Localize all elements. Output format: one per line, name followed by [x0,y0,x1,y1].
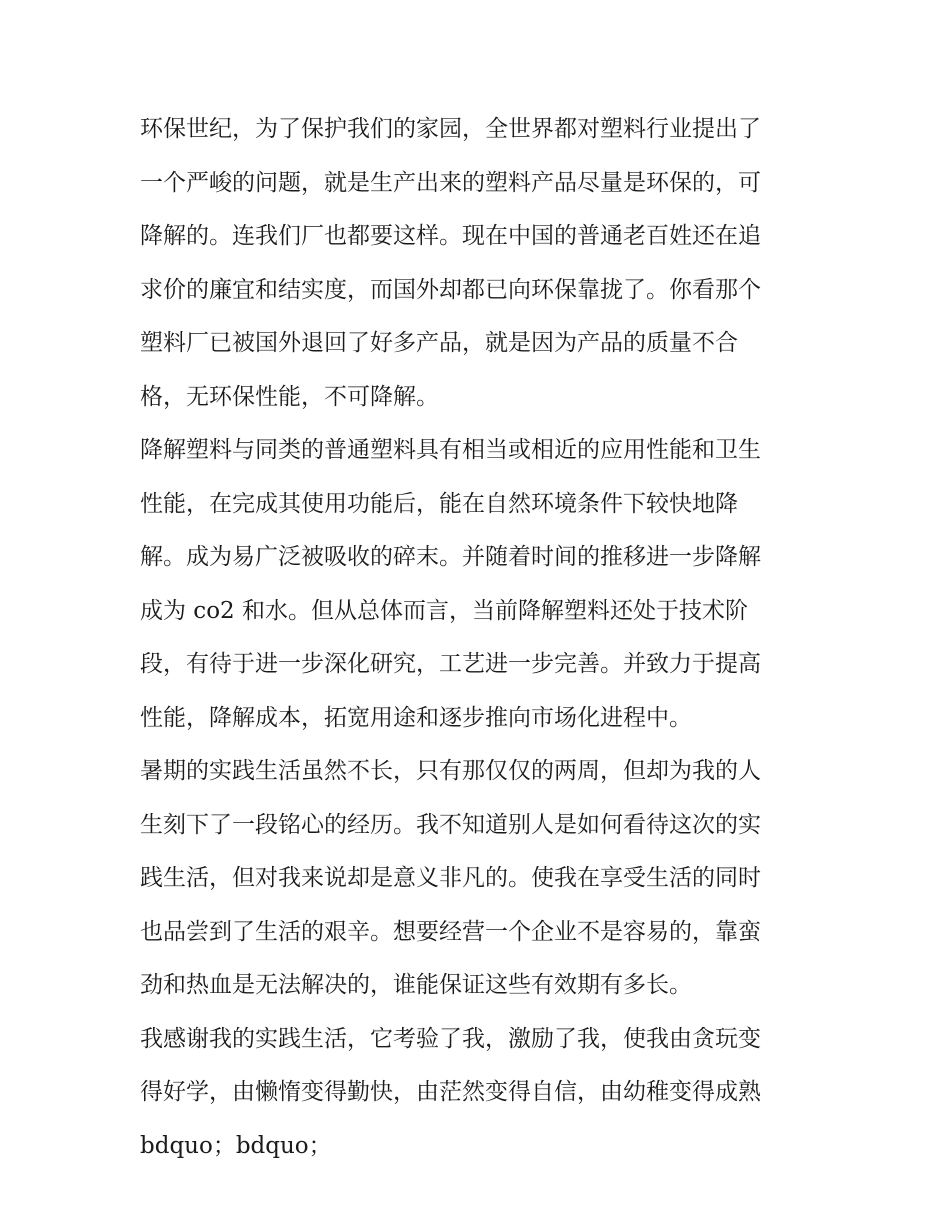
text-line: 性能，在完成其使用功能后，能在自然环境条件下较快地降 [140,490,738,517]
paragraph-gratitude [140,1013,820,1174]
text-line: 性能，降解成本，拓宽用途和逐步推向市场化进程中。 [140,704,692,731]
text-line: 生刻下了一段铭心的经历。我不知道别人是如何看待这次的实 [140,811,761,838]
document-body [140,103,820,1173]
text-line: 成为 co2 和水。但从总体而言，当前降解塑料还处于技术阶 [140,597,748,624]
text-line: 降解塑料与同类的普通塑料具有相当或相近的应用性能和卫生 [140,437,761,463]
text-line: 塑料厂已被国外退回了好多产品，就是因为产品的质量不合 [140,330,738,356]
text-line: 格，无环保性能，不可降解。 [140,383,439,410]
text-line: 段，有待于进一步深化研究，工艺进一步完善。并致力于提高 [140,651,761,677]
text-line: bdquo；bdquo； [140,1132,332,1159]
text-line: 我感谢我的实践生活，它考验了我，激励了我，使我由贪玩变 [140,1025,761,1052]
text-line: 得好学，由懒惰变得勤快，由茫然变得自信，由幼稚变得成熟 [140,1079,761,1105]
paragraph-environmental-century [140,103,820,424]
text-line: 求价的廉宜和结实度，而国外却都已向环保靠拢了。你看那个 [140,276,761,303]
text-line: 也品尝到了生活的艰辛。想要经营一个企业不是容易的，靠蛮 [140,918,761,945]
paragraph-degradable-plastics [140,424,820,745]
text-line: 践生活，但对我来说却是意义非凡的。使我在享受生活的同时 [140,865,761,891]
text-line: 劲和热血是无法解决的，谁能保证这些有效期有多长。 [140,972,692,998]
text-line: 解。成为易广泛被吸收的碎末。并随着时间的推移进一步降解 [140,544,761,570]
text-line: 一个严峻的问题，就是生产出来的塑料产品尽量是环保的，可 [140,169,761,196]
paragraph-summer-practice [140,745,820,1013]
text-line: 降解的。连我们厂也都要这样。现在中国的普通老百姓还在追 [140,223,761,249]
text-line: 环保世纪，为了保护我们的家园，全世界都对塑料行业提出了 [140,116,761,142]
text-line: 暑期的实践生活虽然不长，只有那仅仅的两周，但却为我的人 [140,758,761,784]
